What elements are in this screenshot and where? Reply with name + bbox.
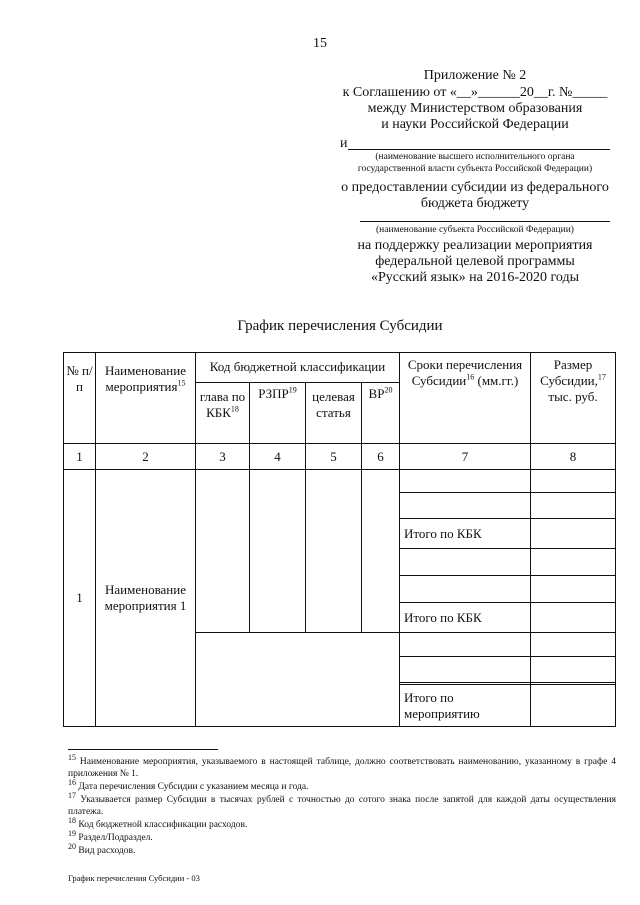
- signature-line: [348, 149, 610, 150]
- total-kbk-label: Итого по КБК: [400, 519, 531, 549]
- cell-target: [306, 470, 362, 633]
- page-title: График перечисления Субсидии: [237, 318, 443, 334]
- note-executive-body: (наименование высшего исполнительного органа: [375, 152, 575, 162]
- col-num-4: 4: [250, 444, 306, 470]
- footnote-20: $^{20}$ Вид расходов.: [68, 841, 136, 856]
- cell-blank-kbk: [196, 633, 400, 727]
- col-num-1: 1: [64, 444, 96, 470]
- header-no: № п/п: [64, 353, 96, 444]
- cell-amount: [531, 685, 616, 727]
- cell-amount: [531, 549, 616, 576]
- header-vr: ВР$^{20}$: [362, 383, 400, 444]
- cell-rzpr: [250, 470, 306, 633]
- appendix-title: Приложение № 2: [423, 68, 527, 83]
- row-event-name: Наименование мероприятия 1: [96, 470, 196, 727]
- total-kbk-label: Итого по КБК: [400, 603, 531, 633]
- col-num-8: 8: [531, 444, 616, 470]
- cell-amount: [531, 519, 616, 549]
- footnote-15: $^{15}$ Наименование мероприятия, указываемого в настоящей таблице, должно соответствовать наименованию, указанному в графе 4 приложения № 1.: [68, 752, 616, 779]
- provision-line-2: бюджета бюджету: [420, 196, 530, 211]
- row-number: 1: [64, 470, 96, 727]
- header-terms: Сроки перечисления Субсидии$^{16}$ (мм.гг.): [400, 353, 531, 444]
- header-kbk: Код бюджетной классификации: [196, 353, 400, 383]
- cell-term: [400, 576, 531, 603]
- between-line-2: и науки Российской Федерации: [381, 117, 569, 132]
- col-num-2: 2: [96, 444, 196, 470]
- footnote-16: $^{16}$ Дата перечисления Субсидии с указанием месяца и года.: [68, 777, 309, 792]
- cell-term: [400, 657, 531, 683]
- cell-glava: [196, 470, 250, 633]
- col-num-7: 7: [400, 444, 531, 470]
- total-event-label: Итого по мероприятию: [400, 685, 531, 727]
- col-num-6: 6: [362, 444, 400, 470]
- footnote-18: $^{18}$ Код бюджетной классификации расходов.: [68, 815, 248, 830]
- note-state-power: государственной власти субъекта Российской Федерации): [357, 164, 593, 174]
- note-subject: (наименование субъекта Российской Федерации): [376, 225, 574, 235]
- between-line-1: между Министерством образования: [367, 101, 583, 116]
- cell-amount: [531, 633, 616, 657]
- cell-amount: [531, 493, 616, 519]
- header-amount: Размер Субсидии,$^{17}$ тыс. руб.: [531, 353, 616, 444]
- header-event-name: Наименование мероприятия$^{15}$: [96, 353, 196, 444]
- footnote-17: $^{17}$ Указывается размер Субсидии в тысячах рублей с точностью до сотого знака после запятой для каждой даты осуществления платежа.: [68, 790, 617, 817]
- header-target: целевая статья: [306, 383, 362, 444]
- cell-amount: [531, 470, 616, 493]
- cell-amount: [531, 657, 616, 683]
- cell-term: [400, 493, 531, 519]
- schedule-table: [63, 352, 616, 727]
- agreement-line: к Соглашению от «__»______20__г. №_____: [342, 85, 608, 100]
- cell-term: [400, 549, 531, 576]
- page-number: 15: [313, 36, 327, 51]
- cell-vr: [362, 470, 400, 633]
- subject-line: [360, 221, 610, 222]
- header-rzpr: РЗПР$^{19}$: [250, 383, 306, 444]
- cell-amount: [531, 603, 616, 633]
- document-footer: График перечисления Субсидии - 03: [68, 873, 200, 883]
- header-glava: глава по КБК$^{18}$: [196, 383, 250, 444]
- support-line-1: на поддержку реализации мероприятия: [357, 238, 593, 253]
- cell-term: [400, 633, 531, 657]
- cell-amount: [531, 576, 616, 603]
- cell-term: [400, 470, 531, 493]
- footnote-19: $^{19}$ Раздел/Подраздел.: [68, 828, 153, 843]
- and-label: и: [340, 136, 348, 151]
- col-num-5: 5: [306, 444, 362, 470]
- support-line-3: «Русский язык» на 2016-2020 годы: [370, 270, 580, 285]
- footnote-divider: [68, 749, 218, 750]
- support-line-2: федеральной целевой программы: [375, 254, 575, 269]
- provision-line-1: о предоставлении субсидии из федерального: [341, 180, 609, 195]
- col-num-3: 3: [196, 444, 250, 470]
